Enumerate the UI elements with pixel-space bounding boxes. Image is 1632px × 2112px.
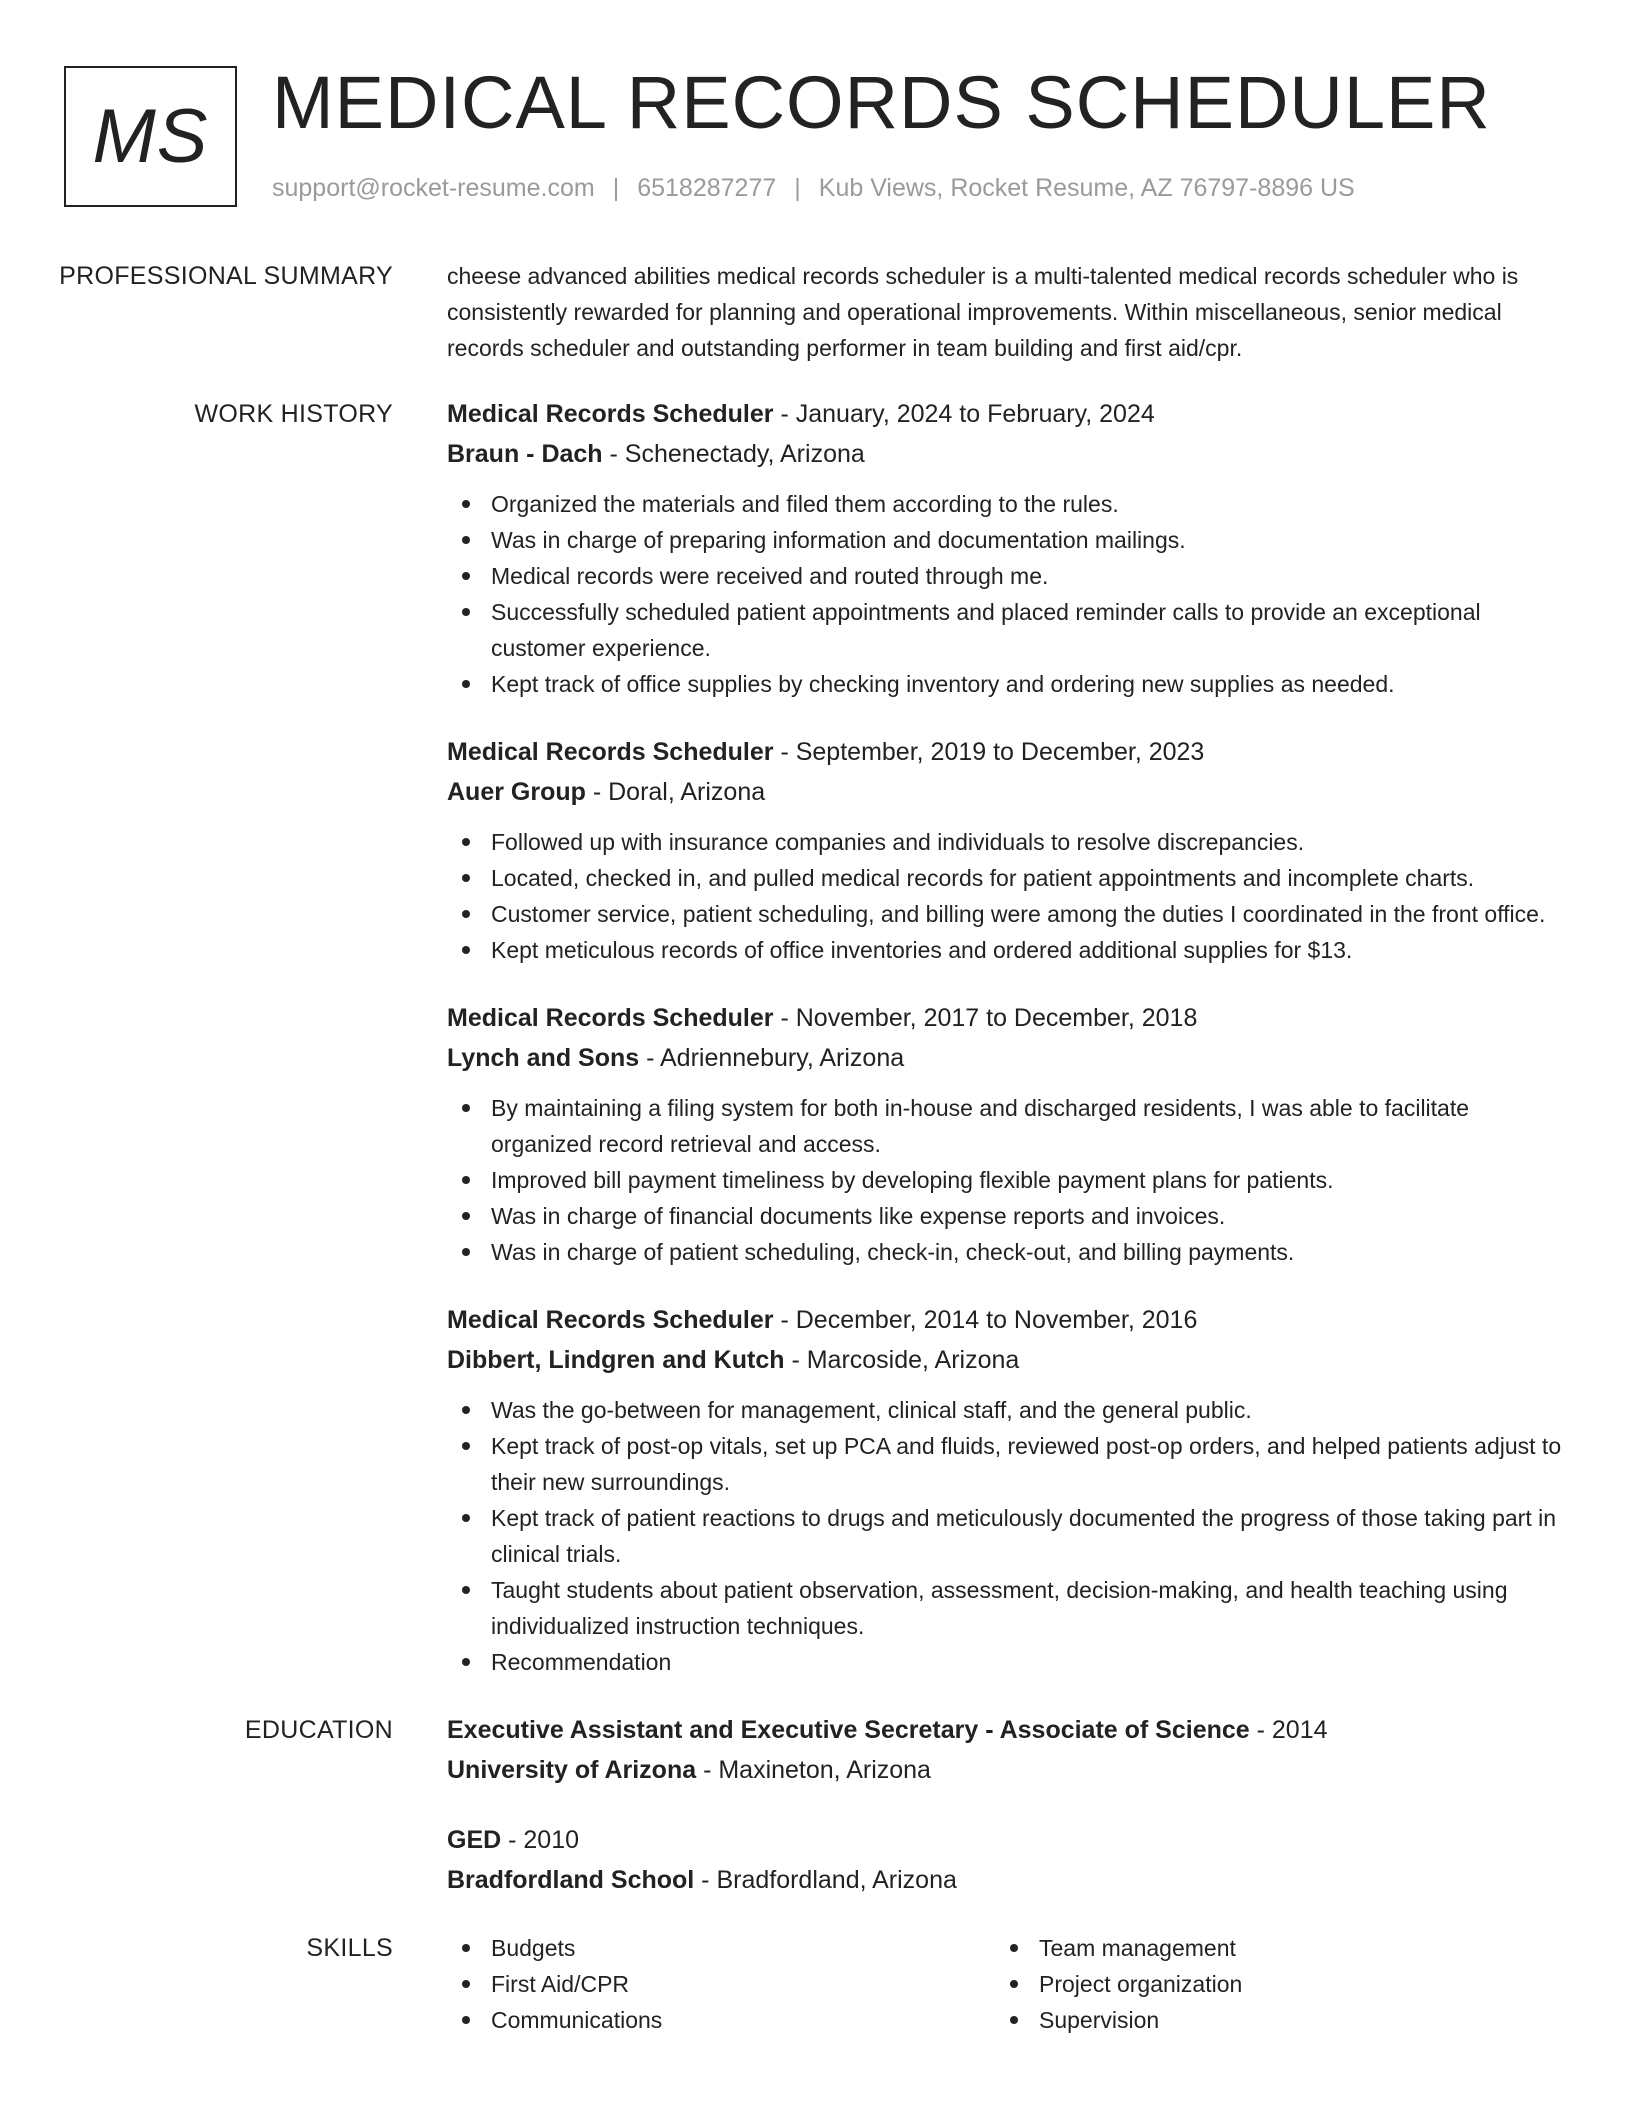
resume-header [64, 61, 1568, 212]
contact-address: Kub Views, Rocket Resume, AZ 76797-8896 US [818, 174, 1355, 202]
skill-text: Communications [491, 2007, 663, 2033]
bullet-dot [462, 1406, 470, 1414]
job-entry [447, 998, 1570, 1270]
list-item [447, 1198, 1570, 1234]
bullet-text: Followed up with insurance companies and individuals to resolve discrepancies. [491, 829, 1305, 855]
skills-grid [447, 1930, 1570, 2038]
list-item [447, 2002, 995, 2038]
bullet-dot [462, 1944, 470, 1952]
bullet-text: Was in charge of financial documents like expense reports and invoices. [491, 1203, 1226, 1229]
list-item [995, 2002, 1543, 2038]
candidate-name: MEDICAL RECORDS SCHEDULER [272, 61, 1491, 144]
bullet-dot [462, 1442, 470, 1450]
list-item [447, 594, 1570, 666]
job-company: Lynch and Sons [447, 1044, 640, 1072]
contact-separator: | [794, 174, 801, 202]
list-item [447, 860, 1570, 896]
education-degree: GED [447, 1826, 502, 1854]
summary-section [0, 258, 1632, 366]
skills-column-left [447, 1930, 995, 2038]
job-location: - Marcoside, Arizona [784, 1346, 1020, 1374]
list-item [447, 1644, 1570, 1680]
bullet-dot [462, 1248, 470, 1256]
section-label-education: EDUCATION [244, 1716, 393, 1744]
skills-list [995, 1930, 1543, 2038]
job-dates: - December, 2014 to November, 2016 [773, 1306, 1198, 1334]
bullet-dot [462, 1212, 470, 1220]
skill-text: Budgets [491, 1935, 576, 1961]
bullet-dot [462, 1658, 470, 1666]
resume-content [0, 258, 1632, 2038]
monogram-logo: MS [64, 66, 237, 207]
job-company-line [447, 1038, 1570, 1078]
list-item [447, 932, 1570, 968]
bullet-dot [462, 608, 470, 616]
section-label-summary: PROFESSIONAL SUMMARY [59, 262, 393, 290]
list-item [447, 824, 1570, 860]
job-bullets [447, 486, 1570, 702]
contact-separator: | [612, 174, 620, 202]
education-school-line [447, 1860, 1570, 1900]
bullet-dot [1010, 1944, 1018, 1952]
bullet-dot [462, 572, 470, 580]
education-entry [447, 1820, 1570, 1900]
job-bullets [447, 1090, 1570, 1270]
bullet-dot [462, 536, 470, 544]
bullet-dot [1010, 2016, 1018, 2024]
summary-text: cheese advanced abilities medical records scheduler is a multi-talented medical records scheduler who is consistently rewarded for planning and operational improvements. Within miscellaneous, senior medical records scheduler and outstanding performer in team building and first aid/cpr. [447, 263, 1519, 361]
job-bullets [447, 824, 1570, 968]
list-item [447, 1392, 1570, 1428]
job-company: Braun - Dach [447, 440, 603, 468]
skill-text: Project organization [1039, 1971, 1243, 1997]
bullet-text: Recommendation [491, 1649, 672, 1675]
list-item [447, 522, 1570, 558]
job-location: - Doral, Arizona [585, 778, 766, 806]
job-title: Medical Records Scheduler [447, 738, 774, 766]
education-location: - Maxineton, Arizona [696, 1756, 931, 1784]
list-item [995, 1930, 1543, 1966]
job-title-line [447, 1300, 1570, 1340]
job-dates: - September, 2019 to December, 2023 [773, 738, 1205, 766]
job-company-line [447, 434, 1570, 474]
bullet-dot [462, 1104, 470, 1112]
job-location: - Adriennebury, Arizona [639, 1044, 905, 1072]
bullet-dot [462, 946, 470, 954]
contact-phone: 6518287277 [637, 174, 777, 202]
list-item [447, 666, 1570, 702]
list-item [447, 1090, 1570, 1162]
skills-column-right [995, 1930, 1543, 2038]
education-degree-line [447, 1710, 1570, 1750]
work-history-body [415, 394, 1570, 1710]
skills-body [415, 1930, 1570, 2038]
job-title: Medical Records Scheduler [447, 1004, 774, 1032]
bullet-text: By maintaining a filing system for both in-house and discharged residents, I was able to facilitate organized record retrieval and access. [491, 1095, 1470, 1157]
skill-text: Supervision [1039, 2007, 1160, 2033]
job-dates: - January, 2024 to February, 2024 [773, 400, 1155, 428]
summary-body [415, 258, 1570, 366]
education-body [415, 1710, 1570, 1930]
job-entry [447, 732, 1570, 968]
list-item [447, 896, 1570, 932]
contact-email: support@rocket-resume.com [272, 174, 595, 202]
job-location: - Schenectady, Arizona [602, 440, 865, 468]
education-degree-line [447, 1820, 1570, 1860]
education-year: - 2010 [501, 1826, 580, 1854]
bullet-dot [462, 680, 470, 688]
list-item [447, 486, 1570, 522]
section-label-skills: SKILLS [306, 1934, 393, 1962]
education-school-line [447, 1750, 1570, 1790]
list-item [447, 1234, 1570, 1270]
list-item [447, 1500, 1570, 1572]
education-entry [447, 1710, 1570, 1790]
job-company-line [447, 772, 1570, 812]
skill-text: First Aid/CPR [491, 1971, 630, 1997]
list-item [447, 1428, 1570, 1500]
bullet-dot [462, 838, 470, 846]
contact-line [272, 174, 1355, 203]
job-entry [447, 394, 1570, 702]
bullet-dot [462, 874, 470, 882]
bullet-dot [462, 910, 470, 918]
job-title: Medical Records Scheduler [447, 1306, 774, 1334]
education-section [0, 1710, 1632, 1930]
bullet-text: Taught students about patient observation, assessment, decision-making, and health teaching using individualized instruction techniques. [491, 1577, 1508, 1639]
list-item [447, 1966, 995, 2002]
bullet-dot [462, 1176, 470, 1184]
job-dates: - November, 2017 to December, 2018 [773, 1004, 1198, 1032]
bullet-text: Located, checked in, and pulled medical records for patient appointments and incomplete charts. [491, 865, 1475, 891]
bullet-text: Was in charge of preparing information and documentation mailings. [491, 527, 1186, 553]
education-year: - 2014 [1249, 1716, 1328, 1744]
list-item [447, 1930, 995, 1966]
bullet-text: Kept track of post-op vitals, set up PCA and fluids, reviewed post-op orders, and helped patients adjust to their new surroundings. [491, 1433, 1562, 1495]
bullet-text: Medical records were received and routed through me. [491, 563, 1049, 589]
work-history-section [0, 394, 1632, 1710]
bullet-text: Improved bill payment timeliness by developing flexible payment plans for patients. [491, 1167, 1334, 1193]
job-company: Auer Group [447, 778, 586, 806]
bullet-dot [462, 1586, 470, 1594]
bullet-dot [462, 1980, 470, 1988]
list-item [995, 1966, 1543, 2002]
job-title: Medical Records Scheduler [447, 400, 774, 428]
education-school: University of Arizona [447, 1756, 697, 1784]
bullet-text: Customer service, patient scheduling, and billing were among the duties I coordinated in the front office. [491, 901, 1546, 927]
bullet-text: Kept meticulous records of office inventories and ordered additional supplies for $13. [491, 937, 1353, 963]
bullet-text: Was the go-between for management, clinical staff, and the general public. [491, 1397, 1252, 1423]
skills-section [0, 1930, 1632, 2038]
education-school: Bradfordland School [447, 1866, 695, 1894]
bullet-text: Organized the materials and filed them according to the rules. [491, 491, 1119, 517]
job-title-line [447, 998, 1570, 1038]
bullet-text: Was in charge of patient scheduling, check-in, check-out, and billing payments. [491, 1239, 1295, 1265]
skills-list [447, 1930, 995, 2038]
skill-text: Team management [1039, 1935, 1236, 1961]
list-item [447, 1572, 1570, 1644]
section-label-work-history: WORK HISTORY [194, 400, 393, 428]
bullet-dot [1010, 1980, 1018, 1988]
job-bullets [447, 1392, 1570, 1680]
job-company-line [447, 1340, 1570, 1380]
job-title-line [447, 732, 1570, 772]
job-company: Dibbert, Lindgren and Kutch [447, 1346, 785, 1374]
bullet-text: Kept track of patient reactions to drugs and meticulously documented the progress of those taking part in clinical trials. [491, 1505, 1556, 1567]
list-item [447, 558, 1570, 594]
list-item [447, 1162, 1570, 1198]
education-location: - Bradfordland, Arizona [694, 1866, 957, 1894]
bullet-dot [462, 500, 470, 508]
bullet-dot [462, 2016, 470, 2024]
job-title-line [447, 394, 1570, 434]
job-entry [447, 1300, 1570, 1680]
bullet-text: Kept track of office supplies by checking inventory and ordering new supplies as needed. [491, 671, 1395, 697]
bullet-dot [462, 1514, 470, 1522]
bullet-text: Successfully scheduled patient appointments and placed reminder calls to provide an exceptional customer experience. [491, 599, 1481, 661]
education-degree: Executive Assistant and Executive Secretary - Associate of Science [447, 1716, 1250, 1744]
